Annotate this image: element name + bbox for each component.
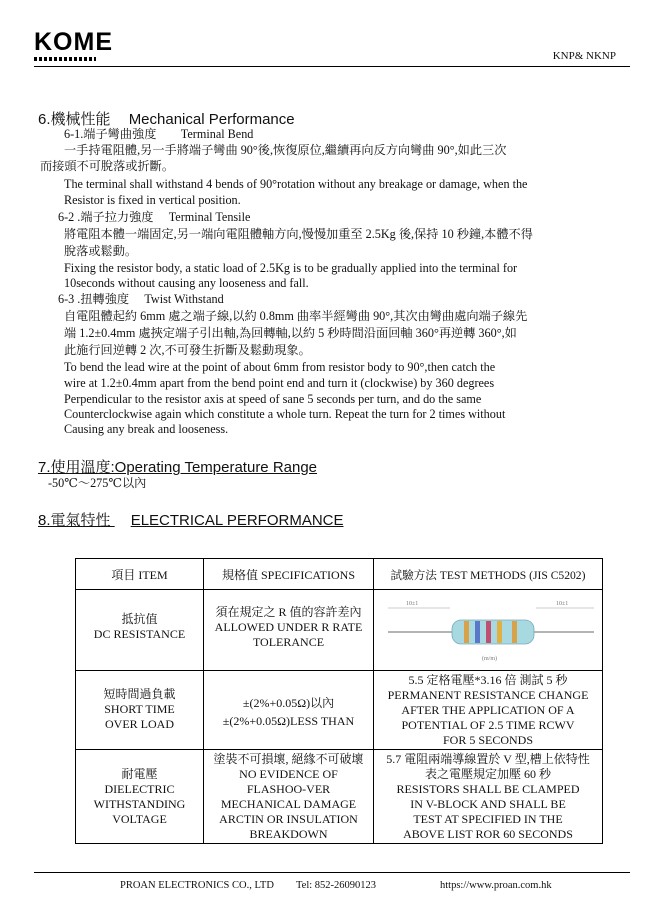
electrical-performance-table bbox=[75, 558, 603, 844]
logo-underline-dots bbox=[34, 57, 96, 61]
tensile-en-1: Fixing the resistor body, a static load of 2.5Kg is to be gradually applied into the terminal for bbox=[64, 261, 518, 275]
section8-heading bbox=[38, 509, 344, 530]
model-number: KNP& NKNP bbox=[552, 50, 616, 62]
row3-method bbox=[374, 752, 602, 842]
row3-spec-line: 塗裝不可損壞, 絕緣不可破壞 bbox=[213, 752, 364, 766]
row3-method-line: 5.7 電阻兩端導線置於 V 型,槽上依特性 bbox=[386, 752, 590, 766]
row2-method-line: POTENTIAL OF 2.5 TIME RCWV bbox=[401, 718, 575, 732]
tensile-cn-1: 將電阻本體一端固定,另一端向電阻體軸方向,慢慢加重至 2.5Kg 後,保持 10 秒鐘,本體不得 bbox=[64, 227, 533, 241]
kome-logo: KOME bbox=[34, 28, 113, 56]
bend-en-2: Resistor is fixed in vertical position. bbox=[64, 193, 241, 207]
header-spec: 規格值 SPECIFICATIONS bbox=[221, 568, 356, 582]
resistor-svg bbox=[384, 594, 594, 666]
row1-spec-line: 須在規定之 R 值的容許差內 bbox=[215, 605, 362, 619]
row2-method-line: FOR 5 SECONDS bbox=[442, 733, 534, 747]
row3-spec-line: FLASHOO-VER bbox=[246, 782, 331, 796]
tensile-cn-2: 脫落或鬆動。 bbox=[64, 244, 138, 258]
row3-item bbox=[76, 767, 203, 827]
footer-company: PROAN ELECTRONICS CO., LTD bbox=[120, 880, 274, 891]
unit-label: (m/m) bbox=[482, 656, 497, 662]
row2-method-line: 5.5 定格電壓*3.16 倍 測試 5 秒 bbox=[408, 673, 568, 687]
row1-item-cn: 抵抗值 bbox=[121, 612, 158, 626]
temperature-range: -50℃～275℃以內 bbox=[48, 476, 147, 490]
section7-title: 7.使用溫度:Operating Temperature Range bbox=[38, 459, 318, 476]
header-method: 試驗方法 TEST METHODS (JIS C5202) bbox=[390, 569, 586, 582]
bend-cn-1: 一手持電阻體,另一手將端子彎曲 90°後,恢復原位,繼續再向反方向彎曲 90°,如此三次 bbox=[64, 143, 507, 157]
row3-spec bbox=[204, 752, 373, 842]
twist-en-1: To bend the lead wire at the point of about 6mm from resistor body to 90°,then catch the bbox=[64, 360, 496, 374]
twist-en-3: Perpendicular to the resistor axis at speed of sane 5 seconds per turn, and do the same bbox=[64, 392, 482, 406]
row3-method-line: IN V-BLOCK AND SHALL BE bbox=[410, 797, 566, 811]
row1-spec bbox=[204, 605, 373, 650]
bend-title: 6-1.端子彎曲強度 Terminal Bend bbox=[64, 127, 254, 141]
tensile-en-2: 10seconds without causing any looseness and fall. bbox=[64, 276, 309, 290]
row2-spec bbox=[204, 694, 373, 730]
color-band-5 bbox=[512, 621, 517, 643]
twist-en-4: Counterclockwise again which constitute a whole turn. Repeat the turn for 2 times without bbox=[64, 407, 506, 421]
resistor-diagram bbox=[384, 594, 594, 666]
table-row-divider-2 bbox=[76, 670, 602, 671]
row1-item-en: DC RESISTANCE bbox=[93, 627, 186, 641]
row3-spec-line: NO EVIDENCE OF bbox=[239, 767, 338, 781]
row3-spec-line: ARCTIN OR INSULATION bbox=[219, 812, 358, 826]
section6-title-en: Mechanical Performance bbox=[128, 111, 295, 128]
bend-en-1: The terminal shall withstand 4 bends of 90°rotation without any breakage or damage, when the bbox=[64, 177, 528, 191]
twist-cn-2: 端 1.2±0.4mm 處挾定端子引出軸,為回轉軸,以約 5 秒時間沿面回軸 360°再逆轉 360°,如 bbox=[64, 326, 517, 340]
row3-item-line: VOLTAGE bbox=[112, 812, 167, 826]
color-band-2 bbox=[475, 621, 480, 643]
row1-item bbox=[76, 612, 203, 642]
row3-item-line: DIELECTRIC bbox=[104, 782, 175, 796]
footer-divider bbox=[34, 872, 630, 873]
row2-spec-line: ±(2%+0.05Ω)LESS THAN bbox=[222, 714, 355, 728]
row2-spec-line: ±(2%+0.05Ω)以內 bbox=[242, 696, 335, 710]
row2-method-line: AFTER THE APPLICATION OF A bbox=[401, 703, 575, 717]
section6-heading bbox=[38, 108, 295, 129]
tensile-title: 6-2 .端子拉力強度 Terminal Tensile bbox=[58, 210, 251, 224]
row3-item-line: WITHSTANDING bbox=[93, 797, 186, 811]
twist-cn-3: 此施行回逆轉 2 次,不可發生折斷及鬆動現象。 bbox=[64, 343, 311, 357]
twist-title: 6-3 .扭轉強度 Twist Withstand bbox=[58, 292, 224, 306]
color-band-4 bbox=[497, 621, 502, 643]
row2-method bbox=[374, 673, 602, 748]
row2-item-line: 短時間過負載 bbox=[103, 687, 176, 701]
header-item: 項目 ITEM bbox=[111, 568, 168, 582]
row3-item-line: 耐電壓 bbox=[121, 767, 158, 781]
row3-method-line: RESISTORS SHALL BE CLAMPED bbox=[396, 782, 580, 796]
bend-cn-2: 而接頭不可脫落或折斷。 bbox=[40, 159, 175, 173]
table-row-divider-3 bbox=[76, 749, 602, 750]
header-divider bbox=[34, 66, 630, 67]
section6-title-cn: 6.機械性能 bbox=[38, 111, 111, 128]
row3-spec-line: BREAKDOWN bbox=[249, 827, 328, 841]
color-band-1 bbox=[464, 621, 469, 643]
twist-en-5: Causing any break and looseness. bbox=[64, 422, 229, 436]
twist-cn-1: 自電阻體起約 6mm 處之端子線,以約 0.8mm 曲率半經彎曲 90°,其次由彎曲處向端子線先 bbox=[64, 309, 528, 323]
row3-spec-line: MECHANICAL DAMAGE bbox=[220, 797, 357, 811]
footer-url[interactable]: https://www.proan.com.hk bbox=[440, 880, 552, 891]
section8-title-en: ELECTRICAL PERFORMANCE bbox=[130, 512, 344, 529]
row2-method-line: PERMANENT RESISTANCE CHANGE bbox=[387, 688, 589, 702]
footer-tel: Tel: 852-26090123 bbox=[296, 880, 377, 891]
row3-method-line: 表之電壓規定加壓 60 秒 bbox=[424, 767, 551, 781]
row2-item-line: SHORT TIME bbox=[104, 702, 175, 716]
section8-title-cn: 8.電氣特性 bbox=[38, 512, 111, 529]
row1-spec-line: ALLOWED UNDER R RATE bbox=[214, 620, 363, 634]
row1-spec-line: TOLERANCE bbox=[252, 635, 325, 649]
table-row-divider-1 bbox=[76, 589, 602, 590]
row2-item-line: OVER LOAD bbox=[105, 717, 174, 731]
row3-method-line: TEST AT SPECIFIED IN THE bbox=[413, 812, 563, 826]
dim-left-label: 10±1 bbox=[406, 601, 419, 607]
row2-item bbox=[76, 687, 203, 732]
twist-en-2: wire at 1.2±0.4mm apart from the bend point end and turn it (clockwise) by 360 degrees bbox=[64, 376, 495, 390]
color-band-3 bbox=[486, 621, 491, 643]
row3-method-line: ABOVE LIST ROR 60 SECONDS bbox=[403, 827, 573, 841]
dim-right-label: 10±1 bbox=[556, 601, 569, 607]
